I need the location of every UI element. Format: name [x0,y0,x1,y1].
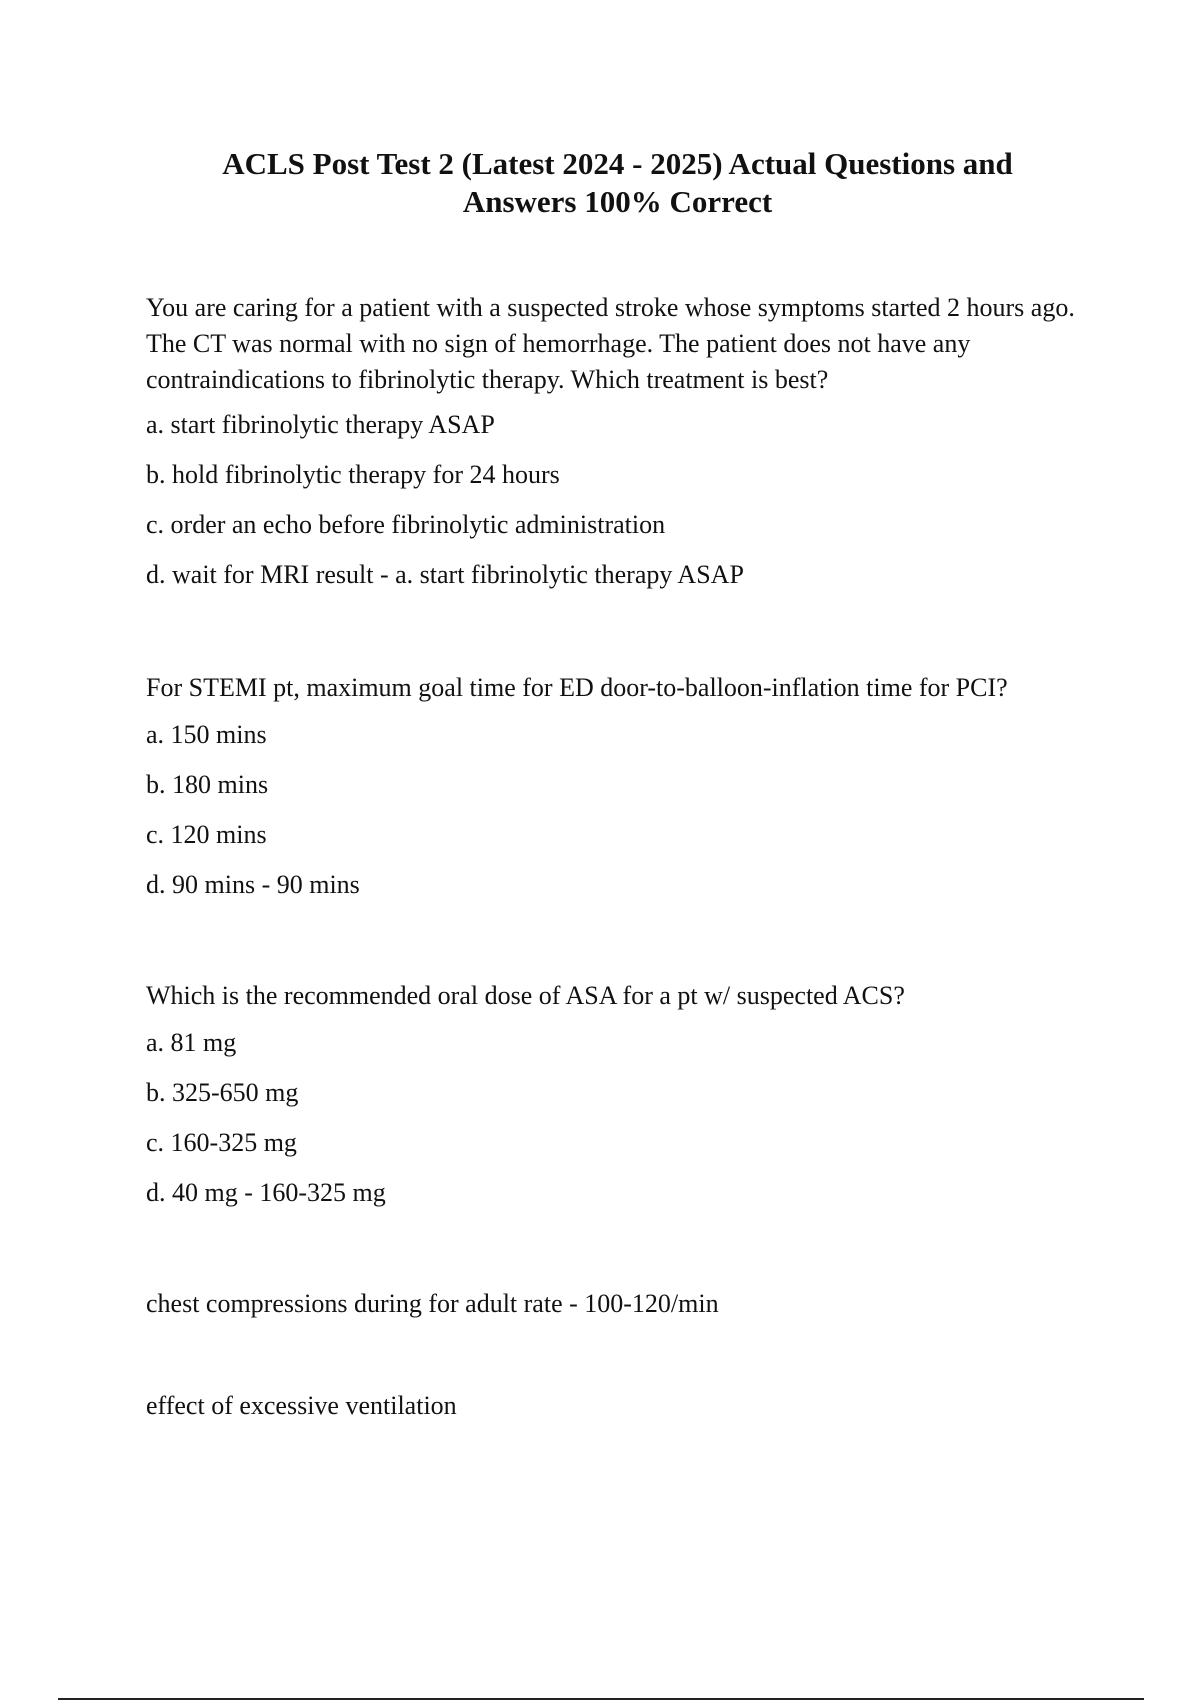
question-block-4 [146,1286,1106,1322]
answer-option-c: c. order an echo before fibrinolytic administration [146,510,666,539]
question-text: chest compressions during for adult rate - 100-120/min [146,1289,719,1318]
answer-options [146,400,1106,600]
question-block-5 [146,1388,1106,1424]
answer-option-d: d. 90 mins - 90 mins [146,870,360,899]
answer-options [146,710,1106,910]
answer-option-b: b. 180 mins [146,770,269,799]
question-text: For STEMI pt, maximum goal time for ED door-to-balloon-inflation time for PCI? [146,673,1008,702]
answer-option-a: a. start fibrinolytic therapy ASAP [146,410,495,439]
answer-option-c: c. 120 mins [146,820,267,849]
title-line-2: Answers 100% Correct [462,184,773,219]
answer-option-b: b. 325-650 mg [146,1078,299,1107]
answer-option-a: a. 81 mg [146,1028,237,1057]
question-text: effect of excessive ventilation [146,1391,457,1420]
question-block-1 [146,290,1106,600]
question-text: You are caring for a patient with a suspected stroke whose symptoms started 2 hours ago. The CT was normal with no sign of hemorrhage. The patient does not have any contraindications to fibrinolytic therapy. Which treatment is best? [146,293,1075,394]
question-text: Which is the recommended oral dose of ASA for a pt w/ suspected ACS? [146,981,905,1010]
title-line-1: ACLS Post Test 2 (Latest 2024 - 2025) Actual Questions and [222,146,1013,181]
answer-option-c: c. 160-325 mg [146,1128,297,1157]
answer-option-a: a. 150 mins [146,720,267,749]
question-block-2 [146,670,1106,910]
answer-option-b: b. hold fibrinolytic therapy for 24 hours [146,460,560,489]
answer-option-d: d. 40 mg - 160-325 mg [146,1178,386,1207]
answer-options [146,1018,1106,1218]
answer-option-d: d. wait for MRI result - a. start fibrinolytic therapy ASAP [146,560,744,589]
question-block-3 [146,978,1106,1218]
page-title [150,145,1085,221]
